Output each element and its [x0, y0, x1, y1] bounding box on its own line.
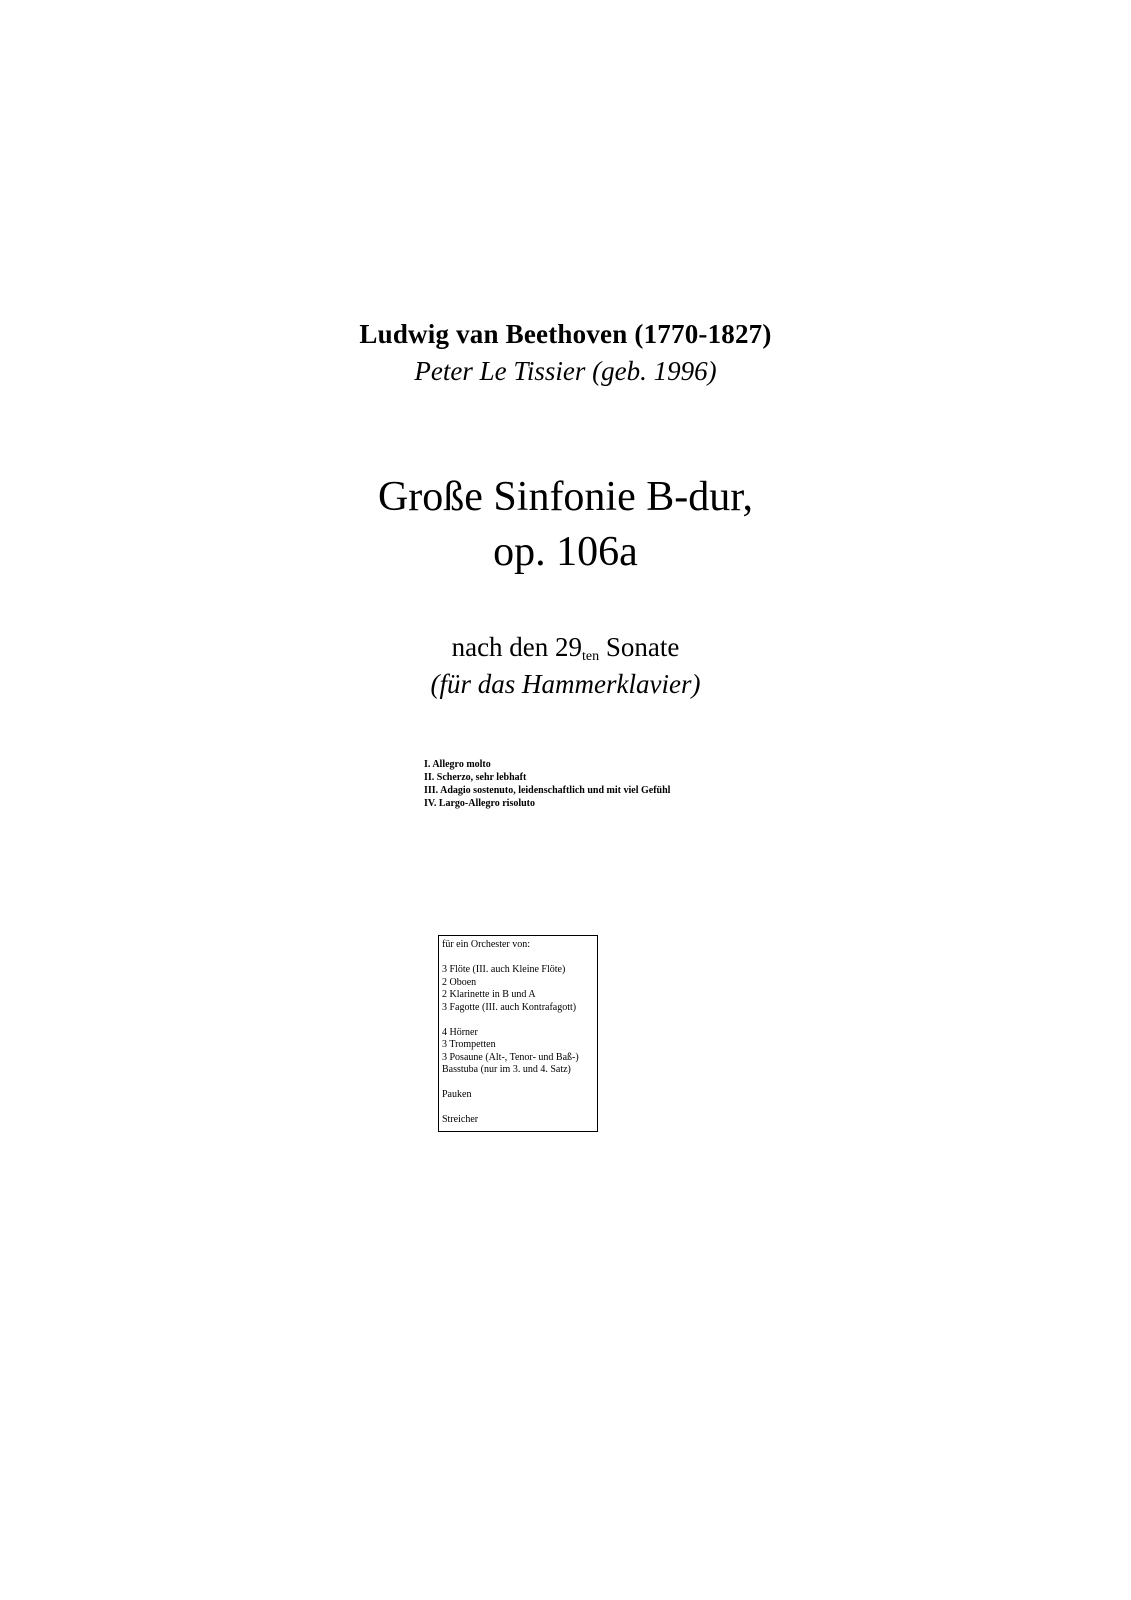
opus-number: op. 106a: [493, 529, 638, 575]
movement-item: IV. Largo-Allegro risoluto: [424, 798, 536, 809]
instrument-line: 2 Oboen: [442, 976, 477, 988]
movement-item: II. Scherzo, sehr lebhaft: [424, 772, 527, 783]
subtitle-prefix: nach den 29: [451, 632, 583, 662]
subtitle-source: [0, 631, 1131, 673]
arranger-name: Peter Le Tissier (geb. 1996): [414, 356, 717, 386]
orchestration-box: [438, 935, 598, 1132]
instrument-line: Pauken: [442, 1089, 472, 1100]
composer-name: Ludwig van Beethoven (1770-1827): [359, 319, 772, 349]
instrument-line: Streicher: [442, 1114, 479, 1125]
spacer: [442, 1014, 594, 1027]
instrument-line: 3 Fagotte (III. auch Kontrafagott): [442, 1001, 577, 1013]
instrument-line: 3 Posaune (Alt-, Tenor- und Baß-): [442, 1051, 579, 1063]
movement-item: III. Adagio sostenuto, leidenschaftlich und mit viel Gefühl: [424, 785, 671, 796]
subtitle-suffix: Sonate: [599, 632, 680, 662]
instrument-line: 4 Hörner: [442, 1026, 478, 1038]
instrument-line: Basstuba (nur im 3. und 4. Satz): [442, 1064, 571, 1075]
movement-item: I. Allegro molto: [424, 759, 491, 770]
spacer: [442, 952, 594, 965]
spacer: [442, 1077, 594, 1090]
instrument-line: 3 Flöte (III. auch Kleine Flöte): [442, 964, 566, 975]
orchestration-heading: für ein Orchester von:: [442, 939, 531, 950]
work-title: Große Sinfonie B-dur,: [377, 474, 754, 520]
spacer: [442, 1102, 594, 1115]
subtitle-instrument: (für das Hammerklavier): [430, 669, 701, 699]
instrument-line: 3 Trompetten: [442, 1039, 496, 1050]
instrument-line: 2 Klarinette in B und A: [442, 989, 536, 1000]
subtitle-subscript: ten: [582, 649, 600, 664]
movement-list: [424, 758, 670, 810]
